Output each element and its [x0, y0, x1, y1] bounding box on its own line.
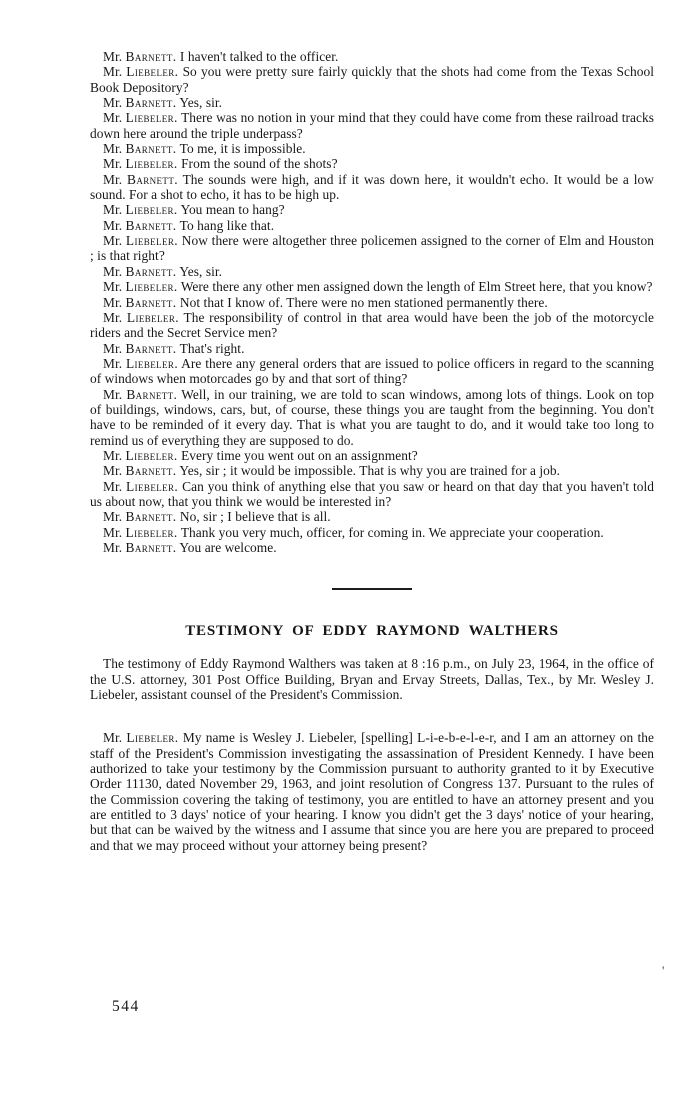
dialogue-paragraph [90, 730, 654, 853]
section-divider-rule [332, 588, 412, 590]
utterance-text: Well, in our training, we are told to scan windows, among lots of things. Look on top of buildings, windows, cars, but, of course, these things you are taught from the beginning. You don't have to be reminded of it every day. That is what you are taught to do, and it would take too long to remind us of everything they are supposed to do. [90, 386, 654, 448]
utterance-text: To me, it is impossible. [179, 141, 306, 157]
utterance-text: So you were pretty sure fairly quickly that the shots had come from the Texas School Book Depository? [90, 64, 654, 95]
page-number: 544 [112, 998, 140, 1015]
utterance-text: My name is Wesley J. Liebeler, [spelling] L-i-e-b-e-l-e-r, and I am an attorney on the staff of the President's Commission investigating the assassination of President Kennedy. I have been authorized to take your testimony by the Commission pursuant to authority granted to it by Executive Order 11130, dated November 29, 1963, and joint resolution of Congress 137. Pursuant to the rules of the Commission covering the taking of testimony, you are entitled to have an attorney present and you are entitled to 3 days' notice of your hearing. I know you didn't get the 3 days' notice of your hearing, but that can be waived by the witness and I assume that since you are here you are prepared to proceed and that we may proceed without your attorney being present? [90, 730, 654, 853]
dialogue-paragraph [90, 264, 654, 279]
utterance-text: Thank you very much, officer, for coming in. We appreciate your cooperation. [180, 524, 604, 540]
speaker-name: Liebeler. [126, 478, 179, 494]
speaker-label [103, 356, 178, 371]
speaker-label [103, 341, 177, 356]
speaker-prefix: Mr. [103, 447, 123, 463]
speaker-prefix: Mr. [103, 233, 123, 249]
speaker-label [103, 279, 178, 294]
dialogue-paragraph [90, 64, 654, 95]
speaker-prefix: Mr. [103, 463, 123, 479]
utterance-text: Yes, sir. [179, 263, 223, 279]
speaker-name: Barnett. [125, 217, 177, 233]
dialogue-paragraph [90, 479, 654, 510]
speaker-label [103, 479, 178, 494]
dialogue-paragraph [90, 448, 654, 463]
utterance-text: That's right. [179, 340, 245, 356]
dialogue-paragraph [90, 279, 654, 294]
speaker-prefix: Mr. [103, 524, 123, 540]
scan-artifact-speck: ' [662, 963, 665, 978]
dialogue-paragraph [90, 525, 654, 540]
speaker-name: Liebeler. [125, 524, 178, 540]
utterance-text: Every time you went out on an assignment? [181, 447, 418, 463]
speaker-label [103, 540, 177, 555]
dialogue-paragraph [90, 233, 654, 264]
speaker-label [103, 95, 177, 110]
dialogue-paragraph [90, 356, 654, 387]
speaker-label [103, 463, 177, 478]
speaker-label [103, 202, 178, 217]
dialogue-paragraph [90, 310, 654, 341]
dialogue-paragraph [90, 540, 654, 555]
utterance-text: From the sound of the shots? [181, 156, 338, 172]
speaker-prefix: Mr. [103, 294, 123, 310]
speaker-label [103, 141, 177, 156]
speaker-label [103, 509, 177, 524]
utterance-text: There was no notion in your mind that they could have come from these railroad tracks down here around the triple underpass? [90, 110, 654, 141]
speaker-label [103, 387, 177, 402]
utterance-text: You are welcome. [179, 540, 277, 555]
speaker-prefix: Mr. [103, 95, 123, 111]
speaker-name: Barnett. [125, 294, 177, 310]
dialogue-paragraph [90, 509, 654, 524]
utterance-text: To hang like that. [179, 217, 275, 233]
speaker-name: Liebeler. [125, 156, 178, 172]
dialogue-paragraph [90, 218, 654, 233]
speaker-name: Barnett. [125, 340, 177, 356]
speaker-label [103, 730, 179, 745]
speaker-name: Barnett. [125, 95, 177, 111]
speaker-prefix: Mr. [103, 64, 123, 80]
utterance-text: The sounds were high, and if it was down here, it wouldn't echo. It would be a low sound. For a shot to echo, it has to be high up. [90, 171, 655, 203]
speaker-name: Barnett. [125, 540, 177, 555]
section-heading: TESTIMONY OF EDDY RAYMOND WALTHERS [185, 623, 559, 640]
speaker-label [103, 172, 178, 187]
speaker-name: Barnett. [126, 171, 178, 187]
speaker-prefix: Mr. [103, 386, 123, 402]
speaker-label [103, 64, 178, 79]
speaker-name: Liebeler. [125, 233, 178, 249]
speaker-prefix: Mr. [103, 171, 123, 187]
speaker-prefix: Mr. [103, 110, 123, 126]
speaker-prefix: Mr. [103, 202, 123, 218]
dialogue-paragraph [90, 387, 654, 448]
utterance-text: You mean to hang? [180, 202, 285, 218]
speaker-name: Barnett. [126, 386, 178, 402]
utterance-text: No, sir ; I believe that is all. [179, 509, 331, 525]
transcript-dialogue-block [90, 49, 654, 555]
speaker-name: Liebeler. [126, 309, 179, 325]
speaker-label [103, 110, 178, 125]
speaker-name: Barnett. [125, 509, 177, 525]
dialogue-paragraph [90, 463, 654, 478]
dialogue-paragraph [90, 341, 654, 356]
testimony-intro-paragraph: The testimony of Eddy Raymond Walthers was taken at 8 :16 p.m., on July 23, 1964, in the office of the U.S. attorney, 301 Post Office Building, Bryan and Ervay Streets, Dallas, Tex., by Mr. Wesley J. Liebeler, assistant counsel of the President's Commission. [90, 656, 654, 703]
speaker-prefix: Mr. [103, 340, 123, 356]
dialogue-paragraph [90, 110, 654, 141]
utterance-text: Are there any general orders that are issued to police officers in regard to the scanning of windows when motorcades go by and that sort of thing? [90, 355, 654, 387]
speaker-prefix: Mr. [103, 540, 123, 555]
speaker-name: Liebeler. [126, 64, 179, 80]
speaker-prefix: Mr. [103, 509, 123, 525]
speaker-label [103, 310, 179, 325]
speaker-prefix: Mr. [103, 478, 123, 494]
speaker-prefix: Mr. [103, 730, 123, 746]
dialogue-paragraph [90, 202, 654, 217]
utterance-text: The responsibility of control in that area would have been the job of the motorcycle riders and the Secret Service men? [90, 309, 655, 341]
speaker-name: Barnett. [125, 263, 177, 279]
utterance-text: Not that I know of. There were no men stationed permanently there. [179, 294, 548, 310]
utterance-text: Now there were altogether three policemen assigned to the corner of Elm and Houston ; is that right? [90, 233, 655, 264]
speaker-name: Liebeler. [126, 730, 179, 746]
speaker-name: Barnett. [125, 463, 177, 479]
utterance-text: Can you think of anything else that you saw or heard on that day that you haven't told us about now, that you think we would be interested in? [90, 478, 654, 509]
dialogue-paragraph [90, 141, 654, 156]
utterance-text: Yes, sir ; it would be impossible. That is why you are trained for a job. [179, 463, 561, 479]
speaker-prefix: Mr. [103, 309, 123, 325]
utterance-text: Yes, sir. [179, 95, 223, 111]
utterance-text: Were there any other men assigned down the length of Elm Street here, that you know? [180, 279, 653, 295]
speaker-prefix: Mr. [103, 49, 123, 64]
speaker-name: Liebeler. [125, 447, 178, 463]
speaker-label [103, 295, 177, 310]
dialogue-paragraph [90, 95, 654, 110]
speaker-name: Liebeler. [125, 110, 178, 126]
speaker-name: Liebeler. [125, 279, 178, 295]
speaker-prefix: Mr. [103, 355, 123, 371]
dialogue-paragraph [90, 172, 654, 203]
speaker-prefix: Mr. [103, 156, 123, 172]
speaker-prefix: Mr. [103, 279, 123, 295]
text-column [90, 49, 654, 853]
speaker-name: Barnett. [125, 49, 177, 64]
speaker-label [103, 264, 177, 279]
dialogue-paragraph [90, 49, 654, 64]
speaker-name: Liebeler. [125, 355, 179, 371]
speaker-label [103, 156, 178, 171]
speaker-label [103, 233, 178, 248]
speaker-label [103, 218, 177, 233]
testimony-dialogue-block [90, 730, 654, 853]
dialogue-paragraph [90, 295, 654, 310]
speaker-name: Barnett. [125, 141, 177, 157]
speaker-prefix: Mr. [103, 141, 123, 157]
utterance-text: I haven't talked to the officer. [179, 49, 339, 64]
speaker-label [103, 448, 178, 463]
dialogue-paragraph [90, 156, 654, 171]
speaker-prefix: Mr. [103, 217, 123, 233]
speaker-label [103, 49, 177, 64]
speaker-name: Liebeler. [125, 202, 178, 218]
speaker-prefix: Mr. [103, 263, 123, 279]
speaker-label [103, 525, 178, 540]
